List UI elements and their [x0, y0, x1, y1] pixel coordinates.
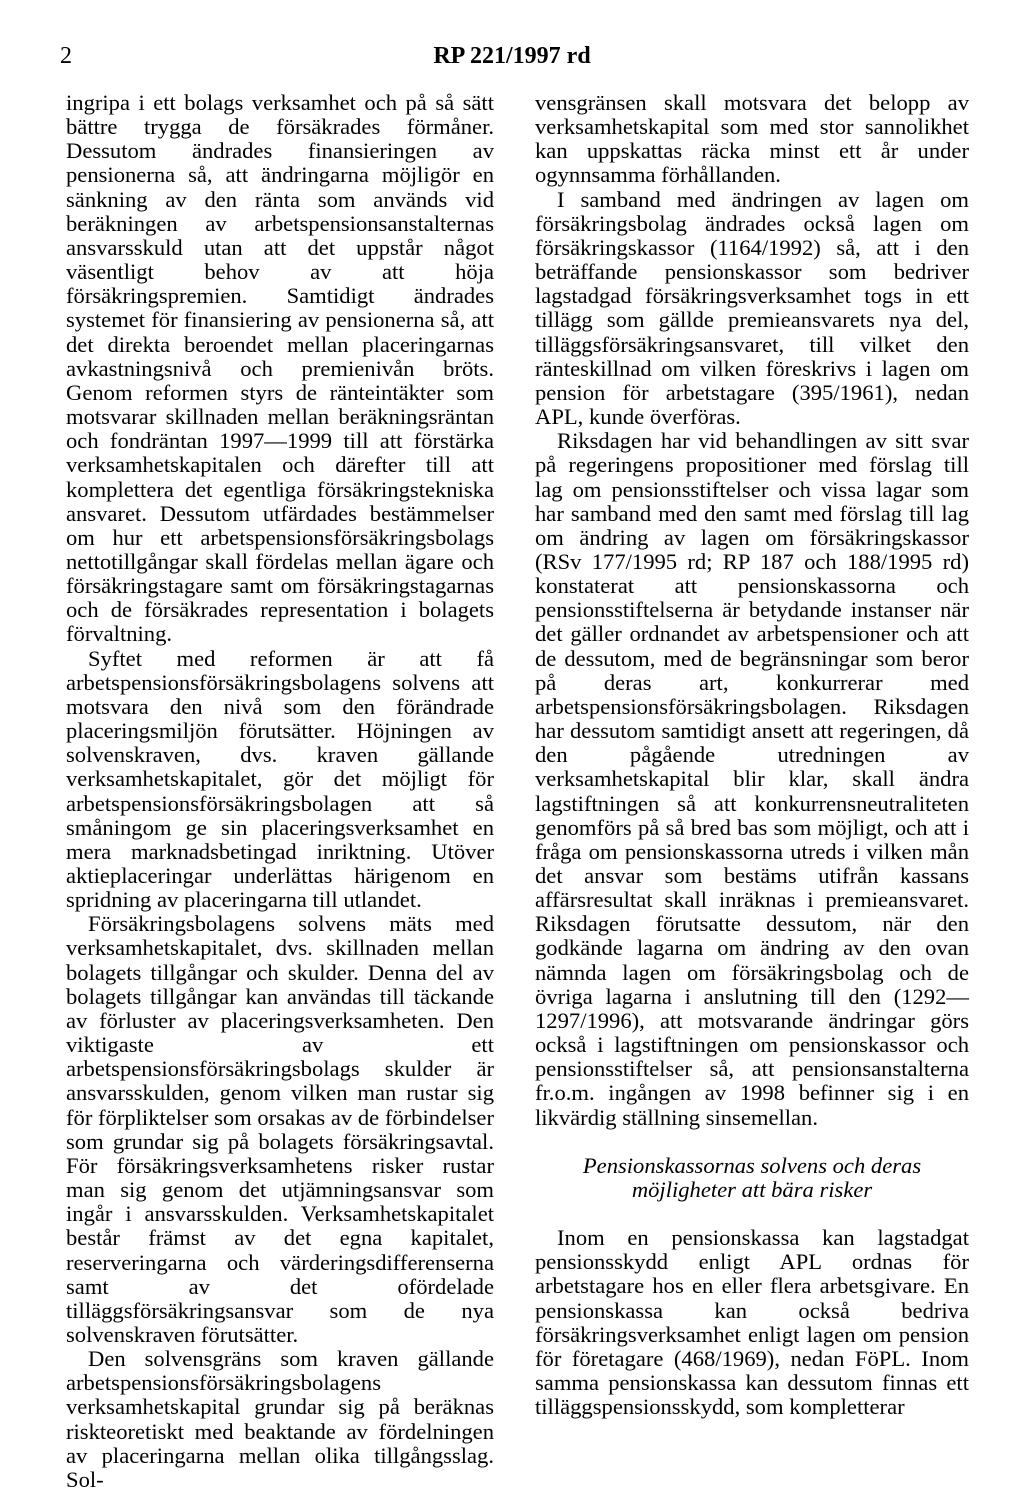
right-paragraph-1: vensgränsen skall motsvara det belopp av verksamhetskapital som med stor sannolikhet kan uppskattas räcka minst ett år under ogynnsamma förhållanden. — [535, 90, 969, 188]
left-paragraph-1: ingripa i ett bolags verksamhet och på så sätt bättre trygga de försäkrades förmåner. Dessutom ändrades finansieringen av pensionerna så, att ändringarna möjligör en sänkning av den ränta som används vid beräkningen av arbetspensionsanstalternas ansvarsskuld utan att det uppstår något väsentligt behov av att höja försäkringspremien. Samtidigt ändrades systemet för finansiering av pensionerna så, att det direkta beroendet mellan placeringarnas avkastningsnivå och premienivån bröts. Genom reformen styrs de ränteintäkter som motsvarar skillnaden mellan beräkningsräntan och fondräntan 1997—1999 till att förstärka verksamhetskapitalen och därefter till att komplettera det egentliga försäkringstekniska ansvaret. Dessutom utfärdades bestämmelser om hur ett arbetspensionsförsäkringsbolags nettotillgångar skall fördelas mellan ägare och försäkringstagare samt om försäkringstagarnas och de försäkrades representation i bolagets förvaltning. — [66, 90, 494, 647]
right-column — [535, 91, 969, 1419]
section-heading: Pensionskassornas solvens och deras möjligheter att bära risker — [582, 1152, 922, 1202]
left-paragraph-2: Syftet med reformen är att få arbetspensionsförsäkringsbolagens solvens att motsvara den nivå som den förändrade placeringsmiljön förutsätter. Höjningen av solvenskraven, dvs. kraven gällande verksamhetskapitalet, gör det möjligt för arbetspensionsförsäkringsbolagen att så småningom ge sin placeringsverksamhet en mera marknadsbetingad inriktning. Utöver aktieplaceringar underlättas härigenom en spridning av placeringarna till utlandet. — [66, 645, 494, 913]
left-paragraph-3: Försäkringsbolagens solvens mäts med verksamhetskapitalet, dvs. skillnaden mellan bolagets tillgångar och skulder. Denna del av bolagets tillgångar kan användas till täckande av förluster av placeringsverksamheten. Den viktigaste av ett arbetspensionsförsäkringsbolags skulder är ansvarsskulden, genom vilken man rustar sig för förpliktelser som orsakas av de förbindelser som grundar sig på bolagets försäkringsavtal. För försäkringsverksamhetens risker rustar man sig genom det utjämningsansvar som ingår i ansvarsskulden. Verksamhetskapitalet består främst av det egna kapitalet, reserveringarna och värderingsdifferenserna samt av det ofördelade tilläggsförsäkringsansvar som de nya solvenskraven förutsätter. — [66, 911, 494, 1347]
right-paragraph-4: Inom en pensionskassa kan lagstadgat pensionsskydd enligt APL ordnas för arbetstagare hos en eller flera arbetsgivare. En pensionskassa kan också bedriva försäkringsverksamhet enligt lagen om pension för företagare (468/1969), nedan FöPL. Inom samma pensionskassa kan dessutom finnas ett tilläggspensionsskydd, som kompletterar — [535, 1225, 969, 1420]
right-paragraph-2: I samband med ändringen av lagen om försäkringsbolag ändrades också lagen om försäkringskassor (1164/1992) så, att i den beträffande pensionskassor som bedriver lagstadgad försäkringsverksamhet togs in ett tillägg som gällde premieansvarets nya del, tilläggsförsäkringsansvaret, till vilket den ränteskillnad om vilken föreskrivs i lagen om pension för arbetstagare (395/1961), nedan APL, kunde överföras. — [535, 186, 969, 430]
right-paragraph-3: Riksdagen har vid behandlingen av sitt svar på regeringens propositioner med förslag till lag om pensionsstiftelser och vissa lagar som har samband med den samt med förslag till lag om ändring av lagen om försäkringskassor (RSv 177/1995 rd; RP 187 och 188/1995 rd) konstaterat att pensionskassorna och pensionsstiftelserna är betydande instanser när det gäller ordnandet av arbetspensioner och att de dessutom, med de begränsningar som beror på deras art, konkurrerar med arbetspensionsförsäkringsbolagen. Riksdagen har dessutom samtidigt ansett att regeringen, då den pågående utredningen av verksamhetskapital blir klar, skall ändra lagstiftningen så att konkurrensneutraliteten genomförs på så bred bas som möjligt, och att i fråga om pensionskassorna utreds i vilken mån det ansvar som bestäms utifrån kassans affärsresultat skall inräknas i premieansvaret. Riksdagen förutsatte dessutom, när den godkände lagarna om ändring av den ovan nämnda lagen om försäkringsbolag och de övriga lagarna i anslutning till den (1292—1297/1996), att motsvarande ändringar görs också i lagstiftningen om pensionskassor och pensionsstiftelser så, att pensionsanstalterna fr.o.m. ingången av 1998 befinner sig i en likvärdig ställning sinsemellan. — [535, 428, 969, 1130]
page-number: 2 — [60, 43, 72, 69]
running-header: RP 221/1997 rd — [433, 43, 591, 69]
left-column — [66, 91, 494, 1492]
left-paragraph-4: Den solvensgräns som kraven gällande arbetspensionsförsäkringsbolagens verksamhetskapital grundar sig på beräknas riskteoretiskt med beaktande av fördelningen av placeringarna mellan olika tillgångsslag. Sol- — [66, 1346, 494, 1492]
